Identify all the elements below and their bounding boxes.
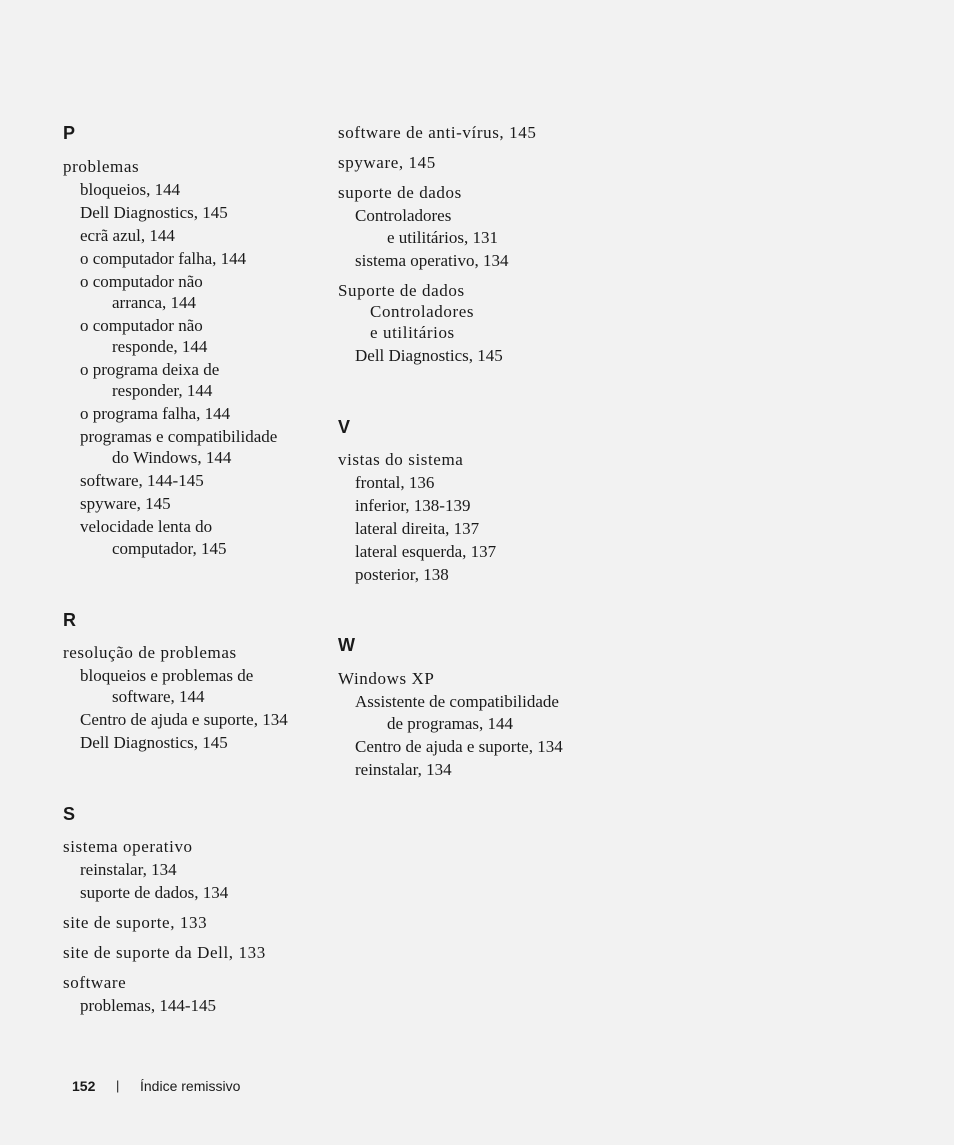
index-letter-heading: P: [63, 123, 76, 143]
index-subentry: lateral direita, 137: [355, 519, 480, 538]
index-entry: spyware, 145: [338, 153, 436, 172]
index-subentry: Assistente de compatibilidade: [355, 692, 559, 711]
index-entry: site de suporte da Dell, 133: [63, 943, 266, 962]
index-subentry: do Windows, 144: [112, 448, 232, 467]
index-subentry: lateral esquerda, 137: [355, 542, 497, 561]
index-entry: Suporte de dados: [338, 281, 465, 300]
index-entry: resolução de problemas: [63, 643, 237, 662]
index-subentry: reinstalar, 134: [80, 860, 177, 879]
index-subentry: Controladores: [355, 206, 452, 225]
index-subentry: o computador não: [80, 316, 203, 335]
index-subentry: Dell Diagnostics, 145: [80, 733, 228, 752]
index-entry: software: [63, 973, 127, 992]
index-subentry: Dell Diagnostics, 145: [80, 203, 228, 222]
index-subentry: spyware, 145: [80, 494, 171, 513]
index-subentry: o programa falha, 144: [80, 404, 231, 423]
index-subentry: posterior, 138: [355, 565, 449, 584]
section-title: Índice remissivo: [140, 1078, 241, 1094]
index-subentry: de programas, 144: [387, 714, 514, 733]
index-subentry: bloqueios e problemas de: [80, 666, 254, 685]
index-subentry: programas e compatibilidade: [80, 427, 278, 446]
index-entry: Windows XP: [338, 669, 435, 688]
index-subentry: sistema operativo, 134: [355, 251, 509, 270]
index-subentry: responder, 144: [112, 381, 213, 400]
index-subentry: bloqueios, 144: [80, 180, 181, 199]
index-subentry: frontal, 136: [355, 473, 435, 492]
index-subentry: software, 144: [112, 687, 205, 706]
index-subentry: ecrã azul, 144: [80, 226, 175, 245]
page-number: 152: [72, 1078, 96, 1094]
index-entry: problemas: [63, 157, 140, 176]
index-subentry: velocidade lenta do: [80, 517, 213, 536]
index-subentry: arranca, 144: [112, 293, 197, 312]
index-entry: site de suporte, 133: [63, 913, 208, 932]
footer-separator: |: [116, 1078, 120, 1093]
index-subentry: e utilitários: [370, 323, 455, 342]
index-subentry: o computador falha, 144: [80, 249, 247, 268]
index-subentry: Controladores: [370, 302, 475, 321]
index-subentry: problemas, 144-145: [80, 996, 216, 1015]
index-subentry: Centro de ajuda e suporte, 134: [355, 737, 563, 756]
index-subentry: responde, 144: [112, 337, 208, 356]
index-subentry: o programa deixa de: [80, 360, 220, 379]
index-entry: software de anti-vírus, 145: [338, 123, 537, 142]
index-letter-heading: R: [63, 610, 76, 630]
index-subentry: software, 144-145: [80, 471, 204, 490]
index-subentry: Dell Diagnostics, 145: [355, 346, 503, 365]
index-entry: vistas do sistema: [338, 450, 464, 469]
index-subentry: suporte de dados, 134: [80, 883, 229, 902]
index-entry: suporte de dados: [338, 183, 462, 202]
index-subentry: e utilitários, 131: [387, 228, 498, 247]
index-letter-heading: V: [338, 417, 351, 437]
index-letter-heading: S: [63, 804, 76, 824]
index-letter-heading: W: [338, 635, 355, 655]
index-subentry: reinstalar, 134: [355, 760, 452, 779]
index-entry: sistema operativo: [63, 837, 193, 856]
index-subentry: computador, 145: [112, 539, 227, 558]
index-subentry: Centro de ajuda e suporte, 134: [80, 710, 288, 729]
index-subentry: o computador não: [80, 272, 203, 291]
index-subentry: inferior, 138-139: [355, 496, 471, 515]
